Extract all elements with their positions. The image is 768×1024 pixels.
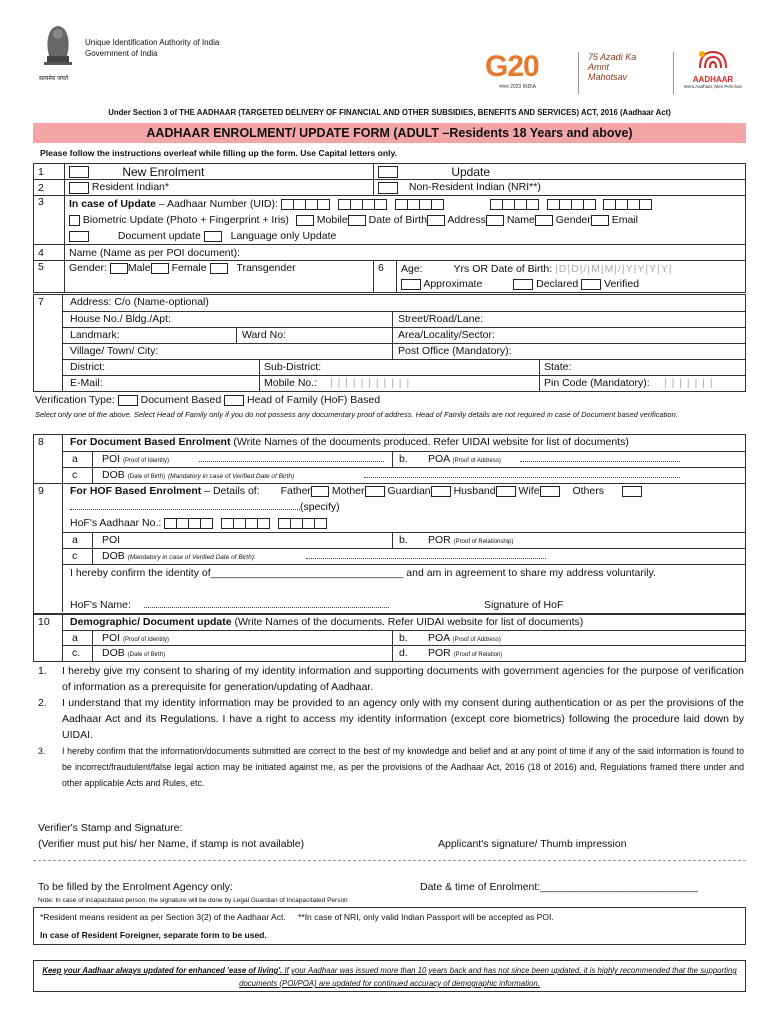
update-details [65,196,746,245]
divider-2 [673,52,674,94]
hof-based-label: Head of Family (HoF) Based [247,394,381,406]
wife-label: Wife [518,485,540,497]
pin-input[interactable]: | | | | | | | [664,377,714,389]
gender-checkbox[interactable] [591,215,609,226]
dashed-divider [33,860,746,861]
doc-update-label: Document update [117,230,201,242]
row-num: 7 [38,296,44,308]
mobile-input[interactable]: | | | | | | | | | | | [330,377,411,389]
declaration-2: 2. I understand that my identity information may be provided to an agency only with my consent during authentication or as per the provisions of the Aadhaar Act and its Regulations. I have a right to access my identity information (except core biometrics) following the procedure laid down by UIDAI. [38,697,744,741]
demo-poi-small: (Proof of Identity) [123,637,170,643]
act-line: Under Section 3 of THE AADHAAR (TARGETED DELIVERY OF FINANCIAL AND OTHER SUBSIDIES, BENEFITS AND SERVICES) ACT, 2016 (Aadhaar Act) [108,108,671,117]
gender-field-label: Gender: [69,262,107,274]
dob-c: c [72,469,78,481]
demo-poi-a: a [72,632,78,644]
poa-input[interactable] [520,461,680,462]
resident-checkbox[interactable] [69,182,89,194]
landmark-field[interactable]: Landmark: [70,329,120,341]
approx-label: Approximate [423,278,483,290]
national-emblem-icon [39,20,77,72]
poa-b: b. [399,453,408,465]
hof-por-small: (Proof of Relationship) [453,539,514,545]
nri-row [374,180,746,196]
resident-row [65,180,374,196]
doc-based-label: Document Based [140,394,222,406]
dob-label: Date of Birth [368,214,428,226]
dob-checkbox[interactable] [348,215,366,226]
dob-label: DOB [102,469,125,481]
others-checkbox[interactable] [622,486,642,497]
nri-label: Non-Resident Indian (NRI**) [408,181,541,194]
house-field[interactable]: House No./ Bldg./Apt: [70,313,171,325]
agency-label: To be filled by the Enrolment Agency only: [38,881,233,893]
demo-por-small: (Proof of Relation) [453,652,503,658]
nri-footnote: **In case of NRI, only valid Indian Passport will be accepted as POI. [298,912,554,922]
dob-note: (Mandatory in case of Verified Date of Birth) [167,473,295,480]
address-co-field[interactable]: Address: C/o (Name-optional) [70,296,209,308]
declaration-3: 3. I hereby confirm that the information/documents submitted are correct to the best of my knowledge and belief and at any point of time if any of the said information is found to be incorrect/fraudulent/false legal action may be initiated against me, as per the provisions of the Aadhaar Act, 2016 (18 of 2016) and, Regulations framed there under and other applicable Acts and Rules, etc. [38,746,744,788]
yrs-label: Yrs OR Date of Birth: [453,263,553,275]
demo-poa-b: b. [399,632,408,644]
hof-uid-label: HoF's Aadhaar No.: [70,517,162,529]
row-num: 1 [34,164,65,180]
doc-based-title-rest: (Write Names of the documents produced. Refer UIDAI website for list of documents) [230,436,629,448]
transgender-label: Transgender [236,262,296,274]
area-field[interactable]: Area/Locality/Sector: [398,329,495,341]
update-label: Update [451,164,491,179]
aadhaar-text: AADHAAR [692,75,734,84]
new-enrolment-row [65,164,374,180]
poi-input[interactable] [199,461,384,462]
address-checkbox[interactable] [427,215,445,226]
lang-update-label: Language only Update [230,230,337,242]
relation-specify-input[interactable] [70,509,300,510]
banner-rest: If your Aadhaar was issued more than 10 years back and has not since been updated, it is highly recommended that the supporting documents (POI/POA) are updated for continued accuracy of demographic information. [239,966,737,988]
row-num: 8 [38,436,44,448]
gender-label: Gender [555,214,591,226]
g20-sub: भारत 2023 INDIA [499,84,536,90]
declaration-1: 1. I hereby give my consent to sharing of my identity information and supporting documents with government agencies for the purpose of verification of information as a prerequisite for generation/updating of Aadhaar. [38,665,744,693]
g20-text: G20 [485,50,539,83]
gov-name: Government of India [85,49,158,58]
guardian-checkbox[interactable] [431,486,451,497]
row-num: 2 [34,180,65,196]
azadi-logo [588,52,656,94]
g20-logo [485,50,577,96]
azadi-text: 75 Azadi Ka Amrit Mahotsav [588,52,637,82]
fingerprint-icon [696,48,730,70]
dob-input[interactable] [364,477,680,478]
dob-small: (Date of Birth) [127,474,166,480]
hof-title-rest: – Details of: [201,485,260,497]
subdistrict-field[interactable]: Sub-District: [264,361,322,373]
demo-poi-label: POI [102,632,121,644]
male-checkbox[interactable] [110,263,128,274]
mother-label: Mother [331,485,365,497]
approx-checkbox[interactable] [401,279,421,290]
name-checkbox-2[interactable] [535,215,553,226]
resident-footnote: *Resident means resident as per Section 3(2) of the Aadhaar Act. [40,912,286,922]
hof-dob-c: c [72,550,78,562]
poi-label: POI [102,453,121,465]
demo-dob-label: DOB [102,647,125,659]
demographic-title-rest: (Write Names of the documents. Refer UIDAI website for list of documents) [231,616,584,628]
doc-based-checkbox[interactable] [118,395,138,406]
specify-label: (specify) [300,501,340,513]
po-field[interactable]: Post Office (Mandatory): [398,345,512,357]
row-num: 9 [38,485,44,497]
female-label: Female [171,262,207,274]
female-checkbox[interactable] [151,263,169,274]
age-label: Age: [401,263,423,275]
verification-note: Select only one of the above. Select Head of Family only if you do not possess any documentary proof of address. Head of Family details are not required in case of Document based verification. [35,410,678,419]
new-enrolment-checkbox[interactable] [69,166,89,178]
org-name: Unique Identification Authority of India [85,38,220,47]
lang-update-checkbox[interactable] [204,231,222,242]
hof-name-label: HoF's Name: [70,599,131,611]
street-field[interactable]: Street/Road/Lane: [398,313,484,325]
emblem-caption: सत्यमेव जयते [39,76,69,82]
verifier-stamp-label: Verifier's Stamp and Signature: [38,822,183,834]
form-table-top [33,163,746,293]
verification-type [35,394,746,406]
hof-por-label: POR [428,534,451,546]
hof-poi-label: POI [102,534,121,546]
aadhaar-logo [681,48,745,96]
poa-label: POA [428,453,450,465]
nri-checkbox[interactable] [378,182,398,194]
foreigner-footnote: In case of Resident Foreigner, separate form to be used. [40,930,267,940]
hof-section [33,484,746,614]
email-field[interactable]: E-Mail: [70,377,103,389]
hof-based-checkbox[interactable] [224,395,244,406]
others-label: Others [572,485,604,497]
row-num: 3 [34,196,65,245]
resident-label: Resident Indian* [91,181,169,194]
name-field[interactable]: Name (Name as per POI document): [65,245,746,261]
poi-small: (Proof of Identity) [123,458,170,464]
uid-boxes[interactable] [281,198,446,210]
mother-checkbox[interactable] [365,486,385,497]
uid-boxes-right[interactable] [490,198,652,210]
mobile-checkbox[interactable] [296,215,314,226]
dob-input[interactable]: |D|D|/|M|M|/|Y|Y|Y|Y| [555,263,673,275]
name-label: Name [506,214,535,226]
doc-update-checkbox[interactable] [69,231,89,242]
transgender-checkbox[interactable] [210,263,228,274]
aadhaar-tagline: Mera Aadhaar, Meri Pehchan [683,84,743,89]
update-label-bold: In case of Update [69,198,156,210]
declared-label: Declared [536,278,579,290]
declarations [38,663,744,791]
ward-field[interactable]: Ward No: [242,329,286,341]
demo-dob-small: (Date of Birth) [127,652,166,658]
row-num: 10 [38,616,50,628]
biometric-checkbox[interactable] [69,215,80,226]
hof-name-input[interactable] [144,607,389,608]
father-label: Father [280,485,311,497]
mobile-label: Mobile [316,214,348,226]
footnote-box [33,907,746,945]
verification-label: Verification Type: [35,394,115,406]
uid-label: – Aadhaar Number (UID): [155,198,278,210]
state-field[interactable]: State: [544,361,572,373]
demo-por-label: POR [428,647,451,659]
row-num: 5 [34,261,65,293]
divider-1 [578,52,579,94]
pin-field-label: Pin Code (Mandatory): [544,377,650,389]
address-section [33,294,746,392]
hof-title: For HOF Based Enrolment [70,485,202,497]
doc-based-section [33,434,746,484]
incapacitated-note: Note: In case of incapacitated person, the signature will be done by Legal Guardian of Incapacitated Person [38,897,348,904]
demo-poa-small: (Proof of Address) [452,637,501,643]
poa-small: (Proof of Address) [452,458,501,464]
demographic-title: Demographic/ Document update [70,616,232,628]
husband-checkbox[interactable] [496,486,516,497]
new-enrolment-label: New Enrolment [122,164,205,179]
verified-checkbox[interactable] [581,279,601,290]
enrolment-datetime[interactable]: Date & time of Enrolment:___________________________ [420,881,698,893]
address-label: Address [447,214,486,226]
row-num: 4 [34,245,65,261]
banner-bold: Keep your Aadhaar always updated for enhanced 'ease of living'. [42,966,283,975]
father-checkbox[interactable] [311,486,329,497]
demo-dob-c: c. [72,647,81,659]
update-row [374,164,746,180]
hof-dob-label: DOB [102,550,125,562]
row-num: 6 [374,261,397,293]
wife-checkbox[interactable] [540,486,560,497]
demo-por-d: d. [399,647,408,659]
verified-label: Verified [604,278,640,290]
hof-dob-note: (Mandatory in case of Verified Date of Birth): [127,554,256,561]
demographic-section [33,614,746,662]
male-label: Male [127,262,151,274]
age-field [397,261,746,293]
gender-field [65,261,374,293]
header [33,18,746,96]
village-field[interactable]: Village/ Town/ City: [70,345,159,357]
applicant-signature-label: Applicant's signature/ Thumb impression [438,838,627,850]
update-checkbox[interactable] [378,166,398,178]
declared-checkbox[interactable] [513,279,533,290]
form-title: AADHAAR ENROLMENT/ UPDATE FORM (ADULT –Residents 18 Years and above) [33,123,746,143]
biometric-label: Biometric Update (Photo + Fingerprint + Iris) [82,214,289,226]
hof-por-b: b. [399,534,408,546]
husband-label: Husband [453,485,496,497]
name-checkbox[interactable] [486,215,504,226]
instructions: Please follow the instructions overleaf while filling up the form. Use Capital letters only. [40,148,398,158]
hof-signature-label: Signature of HoF [484,599,564,611]
hof-dob-input[interactable] [306,558,546,559]
hof-poi-a: a [72,534,78,546]
doc-based-title: For Document Based Enrolment [70,436,231,448]
hof-confirm: I hereby confirm the identity of_________________________________ and am in agreement to share my address voluntarily. [70,567,656,579]
mobile-field-label: Mobile No.: [264,377,318,389]
email-label: Email [611,214,638,226]
poi-a: a [72,453,78,465]
update-banner [33,960,746,992]
district-field[interactable]: District: [70,361,105,373]
guardian-label: Guardian [387,485,431,497]
hof-uid-boxes[interactable] [164,517,326,529]
demo-poa-label: POA [428,632,450,644]
verifier-name-note: (Verifier must put his/ her Name, if stamp is not available) [38,838,305,850]
